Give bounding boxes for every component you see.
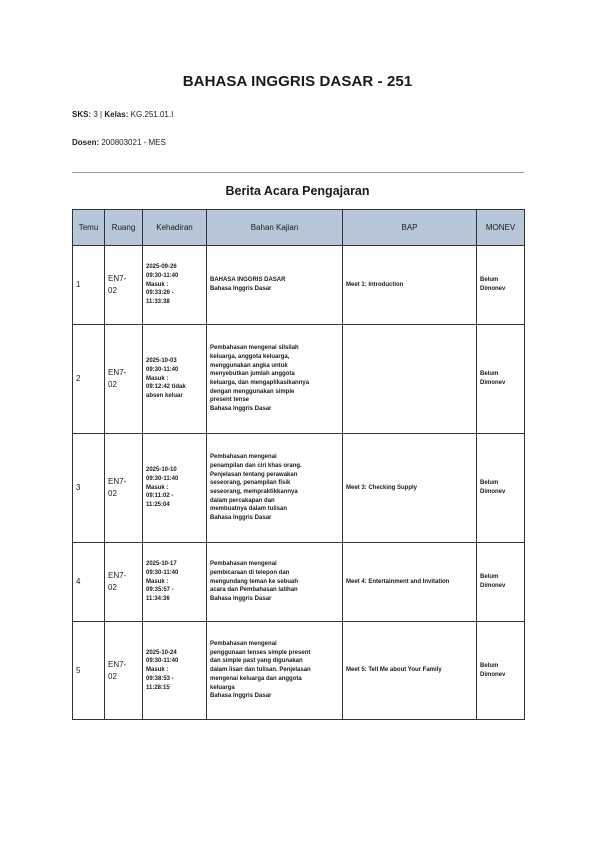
table-row	[73, 622, 525, 720]
section-title: Berita Acara Pengajaran	[225, 184, 370, 198]
lecturer-meta	[72, 138, 166, 147]
cell-line: 09:12:42 tidak	[146, 384, 186, 391]
monev-cell	[477, 246, 525, 325]
monev-cell	[477, 622, 525, 720]
cell-line: absen keluar	[146, 393, 183, 400]
cell-line: EN7-	[108, 571, 127, 581]
ruang-cell	[105, 246, 143, 325]
cell-line: pembicaraan di telepon dan	[210, 569, 290, 576]
sks-label: SKS:	[72, 110, 92, 119]
bap-cell: Meet 4: Entertainment and Invitation	[343, 543, 477, 622]
table-row	[73, 543, 525, 622]
table-row	[73, 246, 525, 325]
cell-line: keluarga, anggota keluarga,	[210, 353, 290, 360]
cell-line: 09:30-11:40	[146, 658, 179, 665]
cell-line: Belum	[480, 277, 499, 284]
cell-line: 09:33:26 -	[146, 290, 174, 297]
cell-line: EN7-	[108, 659, 127, 669]
divider	[72, 172, 524, 173]
cell-line: 02	[108, 671, 117, 681]
kehadiran-cell	[143, 434, 207, 543]
cell-line: dalam percakapan dan	[210, 497, 275, 504]
cell-line: 02	[108, 489, 117, 498]
temu-cell: 1	[73, 246, 105, 325]
cell-line: 02	[108, 286, 117, 295]
bap-cell: Meet 3: Checking Supply	[343, 434, 477, 543]
ruang-cell	[105, 325, 143, 434]
header-kehadiran: Kehadiran	[143, 210, 207, 246]
ruang-cell	[105, 434, 143, 543]
header-bahan-kajian: Bahan Kajian	[207, 210, 343, 246]
cell-line: Masuk :	[146, 375, 169, 382]
cell-line: Bahasa Inggris Dasar	[210, 406, 272, 413]
dosen-value: 200803021 - MES	[101, 138, 166, 147]
cell-line: 09:30-11:40	[146, 569, 179, 576]
cell-line: Masuk :	[146, 578, 169, 585]
cell-line: Masuk :	[146, 667, 169, 674]
cell-line: membuatnya dalam tulisan	[210, 506, 288, 513]
ruang-cell	[105, 543, 143, 622]
kehadiran-cell	[143, 622, 207, 720]
monev-cell	[477, 434, 525, 543]
cell-line: 09:30-11:40	[146, 366, 179, 373]
cell-line: acara dan Pembahasan latihan	[210, 587, 298, 594]
cell-line: 02	[108, 380, 117, 389]
cell-line: menggunakan angka untuk	[210, 362, 288, 369]
course-meta	[72, 110, 173, 119]
cell-line: BAHASA INGGRIS DASAR	[210, 277, 286, 284]
cell-line: mengundang teman ke sebuah	[210, 578, 299, 585]
cell-line: Belum	[480, 574, 499, 581]
bahan-kajian-cell	[207, 325, 343, 434]
cell-line: 2025-10-10	[146, 467, 177, 474]
kelas-label: Kelas:	[104, 110, 129, 119]
kehadiran-cell	[143, 246, 207, 325]
cell-line: EN7-	[108, 477, 127, 487]
cell-line: Bahasa Inggris Dasar	[210, 596, 272, 603]
cell-line: Dimonev	[480, 380, 506, 386]
cell-line: Dimonev	[480, 286, 506, 292]
table-row	[73, 434, 525, 543]
cell-line: mengenai keluarga dan anggota	[210, 675, 302, 682]
cell-line: Masuk :	[146, 484, 169, 491]
cell-line: 09:35:57 -	[146, 587, 174, 594]
bap-cell: Meet 5: Tell Me about Your Family	[343, 622, 477, 720]
header-bap: BAP	[343, 210, 477, 246]
cell-line: penggunaan tenses simple present	[210, 649, 311, 656]
kehadiran-cell	[143, 543, 207, 622]
kelas-value: KG.251.01.I	[130, 110, 174, 119]
separator: |	[100, 110, 103, 119]
bahan-kajian-cell	[207, 622, 343, 720]
cell-line: Belum	[480, 371, 499, 378]
monev-cell	[477, 543, 525, 622]
cell-line: 11:33:38	[146, 299, 170, 306]
cell-line: 2025-10-24	[146, 649, 177, 656]
dosen-label: Dosen:	[72, 138, 100, 147]
header-temu: Temu	[73, 210, 105, 246]
cell-line: penampilan dan ciri khas orang.	[210, 462, 302, 469]
cell-line: 09:30-11:40	[146, 272, 179, 279]
cell-line: 02	[108, 583, 117, 592]
cell-line: 11:28:15	[146, 684, 170, 691]
cell-line: Bahasa Inggris Dasar	[210, 693, 272, 700]
cell-line: Bahasa Inggris Dasar	[210, 286, 272, 292]
bap-cell	[343, 325, 477, 434]
ruang-cell	[105, 622, 143, 720]
cell-line: dengan menggunakan simple	[210, 388, 295, 395]
cell-line: 11:25:04	[146, 502, 170, 509]
cell-line: Dimonev	[480, 671, 506, 678]
cell-line: 09:11:02 -	[146, 493, 174, 500]
bahan-kajian-cell	[207, 246, 343, 325]
monev-cell	[477, 325, 525, 434]
page-title: BAHASA INGGRIS DASAR - 251	[182, 73, 413, 90]
cell-line: Belum	[480, 480, 499, 487]
cell-line: 11:34:36	[146, 596, 170, 603]
cell-line: Pembahasan mengenai	[210, 454, 277, 461]
table-row	[73, 325, 525, 434]
cell-line: Bahasa Inggris Dasar	[210, 515, 272, 522]
cell-line: seseorang, mempraktikkannya	[210, 489, 298, 495]
header-monev: MONEV	[477, 210, 525, 246]
cell-line: 09:30-11:40	[146, 475, 179, 482]
cell-line: dalam lisan dan tulisan. Penjelasan	[210, 667, 311, 674]
temu-cell: 3	[73, 434, 105, 543]
cell-line: menyebutkan jumlah anggota	[210, 371, 295, 378]
cell-line: keluarga, dan mengaplikasikannya	[210, 380, 310, 386]
cell-line: dan simple past yang digunakan	[210, 658, 303, 665]
cell-line: Penjelasan tentang perawakan	[210, 471, 298, 478]
cell-line: EN7-	[108, 368, 127, 378]
temu-cell: 5	[73, 622, 105, 720]
cell-line: Pembahasan mengenai	[210, 561, 277, 568]
bahan-kajian-cell	[207, 434, 343, 543]
cell-line: 09:38:53 -	[146, 675, 174, 682]
cell-line: Dimonev	[480, 489, 506, 495]
cell-line: Masuk :	[146, 281, 169, 288]
teaching-record-table	[72, 209, 525, 720]
temu-cell: 2	[73, 325, 105, 434]
cell-line: 2025-09-26	[146, 264, 177, 271]
kehadiran-cell	[143, 325, 207, 434]
temu-cell: 4	[73, 543, 105, 622]
cell-line: Dimonev	[480, 583, 506, 589]
bap-cell: Meet 1: Introduction	[343, 246, 477, 325]
header-ruang: Ruang	[105, 210, 143, 246]
bahan-kajian-cell	[207, 543, 343, 622]
cell-line: Pembahasan mengenai silsilah	[210, 345, 299, 352]
cell-line: present tense	[210, 397, 250, 404]
cell-line: Belum	[480, 662, 499, 669]
cell-line: EN7-	[108, 274, 127, 284]
cell-line: Pembahasan mengenai	[210, 641, 277, 648]
cell-line: 2025-10-17	[146, 561, 177, 568]
cell-line: 2025-10-03	[146, 358, 177, 365]
sks-value: 3	[93, 110, 98, 119]
table-header-row	[73, 210, 525, 246]
cell-line: seseorang, penampilan fisik	[210, 480, 291, 487]
cell-line: keluarga	[210, 684, 235, 691]
